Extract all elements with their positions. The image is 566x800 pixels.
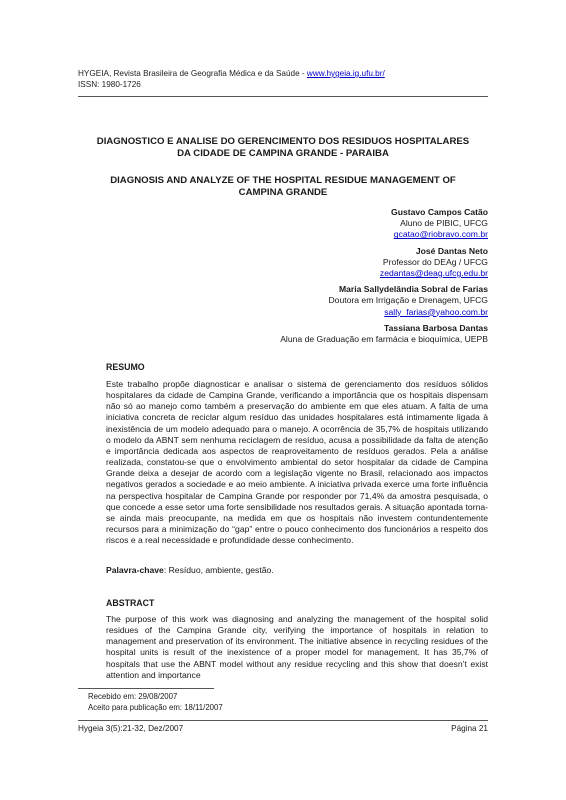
abstract-paragraph: The purpose of this work was diagnosing and analyzing the management of the hospital solid residues of the Campina Grande city, verifying the importance of hospitals in relation to management and preservation of its environment. The initiative absence in recycling residues of the hospital units is result of the inexistence of a proper model for management. It has 35,7% of hospitals that use the ABNT model without any residue recycling and this show that doesn’t exist attention and importance <box>106 614 488 680</box>
resumo-heading: RESUMO <box>106 362 145 372</box>
journal-url-link[interactable]: www.hygeia.ig.ufu.br/ <box>306 69 385 78</box>
title-english <box>78 175 488 199</box>
abstract-heading: ABSTRACT <box>106 598 155 608</box>
author-affiliation: Aluno de PIBIC, UFCG <box>400 218 488 229</box>
title-en-line-1: DIAGNOSIS AND ANALYZE OF THE HOSPITAL RESIDUE MANAGEMENT OF <box>110 175 456 186</box>
page-footer <box>78 724 488 733</box>
author-email-link[interactable]: gcatao@riobravo.com.br <box>393 229 488 240</box>
keywords-line <box>106 565 488 576</box>
author-block <box>78 246 488 280</box>
footer-rule <box>78 720 488 721</box>
header-rule <box>78 96 488 97</box>
citation: Hygeia 3(5):21-32, Dez/2007 <box>78 724 184 733</box>
author-name: José Dantas Neto <box>415 245 488 256</box>
received-date: Recebido em: 29/08/2007 <box>88 692 178 701</box>
title-en-line-2: CAMPINA GRANDE <box>238 187 328 198</box>
author-name: Maria Sallydelândia Sobral de Farias <box>338 284 488 295</box>
journal-header <box>78 68 385 90</box>
footnotes <box>88 692 223 713</box>
author-name: Tassiana Barbosa Dantas <box>384 322 488 333</box>
author-affiliation: Aluna de Graduação em farmácia e bioquímica, UEPB <box>280 334 488 345</box>
resumo-paragraph: Este trabalho propõe diagnosticar e analisar o sistema de gerenciamento dos resíduos sólidos hospitalares da cidade de Campina Grande, verificando a importância que os hospitais dispensam não só ao manejo como também a preservação do ambiente em que eles atuam. A falta de uma iniciativa concreta de reciclar algum resíduo das unidades hospitalares está intimamente ligada à inexistência de um modelo adequado para o manejo. A ocorrência de 35,7% de hospitais utilizando o modelo da ABNT sem nenhuma reciclagem de resíduo, acusa a possibilidade da falta de atenção e importância dedicada aos aspectos de reaproveitamento de resíduos gerados. Pela a análise realizada, constatou-se que o envolvimento ambiental do setor hospitalar da cidade de Campina Grande deixa a desejar de acordo com a legislação vigente no Brasil, relacionado aos impactos negativos gerados a sociedade e ao meio ambiente. A iniciativa privada exerce uma forte influência na perspectiva hospitalar de Campina Grande por responder por 71,4% da amostra pesquisada, o que concede a esse setor uma forte sensibilidade nos resultados gerais. A situação apontada torna-se ainda mais preocupante, na medida em que os hospitais não investem contundentemente recursos para a minimização do “gap” entre o pouco conhecimento dos funcionários a respeito dos riscos e a real necessidade e profundidade desse conhecimento. <box>106 379 488 546</box>
title-pt-line-2: DA CIDADE DE CAMPINA GRANDE - PARAIBA <box>177 148 389 159</box>
issn: ISSN: 1980-1726 <box>78 80 141 89</box>
title-pt-line-1: DIAGNOSTICO E ANALISE DO GERENCIMENTO DOS RESIDUOS HOSPITALARES <box>96 136 470 147</box>
author-list <box>78 207 488 350</box>
accepted-date: Aceito para publicação em: 18/11/2007 <box>88 702 223 712</box>
footnote-rule <box>78 688 214 689</box>
title-portuguese <box>78 136 488 160</box>
journal-name: HYGEIA, Revista Brasileira de Geografia Médica e da Saúde - <box>78 69 307 78</box>
author-block <box>78 207 488 241</box>
page-number: Página 21 <box>451 724 488 733</box>
author-email-link[interactable]: zedantas@deag.ufcg.edu.br <box>379 268 488 279</box>
author-email-link[interactable]: sally_farias@yahoo.com.br <box>384 306 488 317</box>
keywords-value: : Resíduo, ambiente, gestão. <box>163 565 274 575</box>
keywords-label: Palavra-chave <box>106 565 164 575</box>
author-block <box>78 323 488 345</box>
author-affiliation: Professor do DEAg / UFCG <box>382 256 488 267</box>
author-block <box>78 284 488 318</box>
author-affiliation: Doutora em Irrigação e Drenagem, UFCG <box>328 295 488 306</box>
author-name: Gustavo Campos Catão <box>391 207 488 217</box>
